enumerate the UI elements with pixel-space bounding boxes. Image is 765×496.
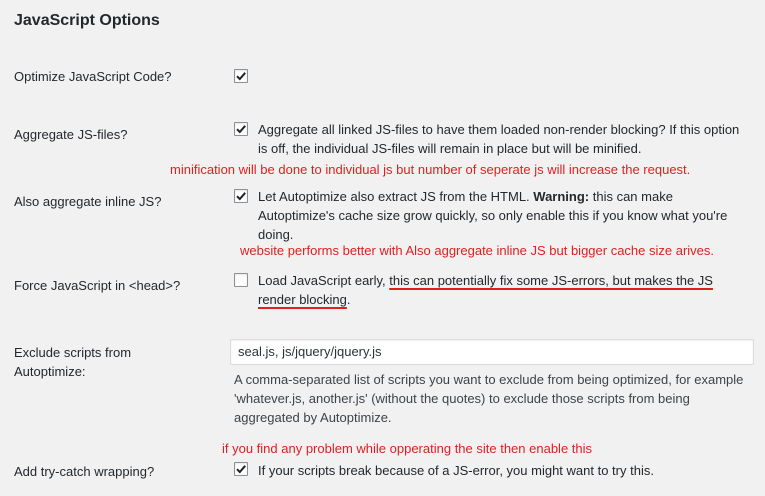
aggregate-inline-desc-post: this can make Autoptimize's cache size grow quickly, so only enable this if you know what you're doing. <box>258 189 728 242</box>
force-head-desc-underlined: this can potentially fix some JS-errors, but makes the JS render blocking <box>258 273 713 307</box>
checkmark-icon <box>235 123 247 135</box>
exclude-label-line1: Exclude scripts from <box>14 345 132 360</box>
force-head-desc-pre: Load JavaScript early, <box>258 273 390 288</box>
exclude-scripts-input[interactable]: seal.js, js/jquery/jquery.js <box>230 339 754 365</box>
aggregate-inline-checkbox[interactable] <box>234 189 248 203</box>
annotation-note-1: minification will be done to individual js but number of seperate js will increase the request. <box>170 162 691 177</box>
exclude-label-line2: Autoptimize: <box>14 364 86 379</box>
force-head-checkbox[interactable] <box>234 273 248 287</box>
optimize-js-checkbox[interactable] <box>234 69 248 83</box>
aggregate-js-checkbox[interactable] <box>234 122 248 136</box>
checkmark-icon <box>235 463 247 475</box>
exclude-label <box>14 343 131 381</box>
aggregate-js-label: Aggregate JS-files? <box>14 127 128 142</box>
try-catch-label: Add try-catch wrapping? <box>14 464 155 479</box>
try-catch-description: If your scripts break because of a JS-error, you might want to try this. <box>258 463 654 478</box>
aggregate-js-description: Aggregate all linked JS-files to have them loaded non-render blocking? If this option is off, the individual JS-files will remain in place but will be minified. <box>258 122 740 156</box>
section-title: JavaScript Options <box>14 12 160 29</box>
checkmark-icon <box>235 70 247 82</box>
aggregate-inline-desc-pre: Let Autoptimize also extract JS from the HTML. <box>258 189 534 204</box>
annotation-note-3: if you find any problem while opperating the site then enable this <box>222 441 593 456</box>
annotation-note-2: website performs better with Also aggregate inline JS but bigger cache size arives. <box>240 243 715 258</box>
aggregate-inline-description <box>258 187 748 244</box>
force-head-description: Load JavaScript early, this can potentially fix some JS-errors, but makes the JS render blocking. <box>258 273 713 307</box>
warning-label: Warning: <box>533 189 590 204</box>
force-head-label: Force JavaScript in <head>? <box>14 278 181 293</box>
try-catch-checkbox[interactable] <box>234 462 248 476</box>
optimize-js-label: Optimize JavaScript Code? <box>14 69 172 84</box>
aggregate-inline-label: Also aggregate inline JS? <box>14 194 162 209</box>
checkmark-icon <box>235 190 247 202</box>
exclude-help-text: A comma-separated list of scripts you want to exclude from being optimized, for example 'whatever.js, another.js' (without the quotes) to exclude those scripts from being aggregated by Autoptimize. <box>234 372 744 425</box>
